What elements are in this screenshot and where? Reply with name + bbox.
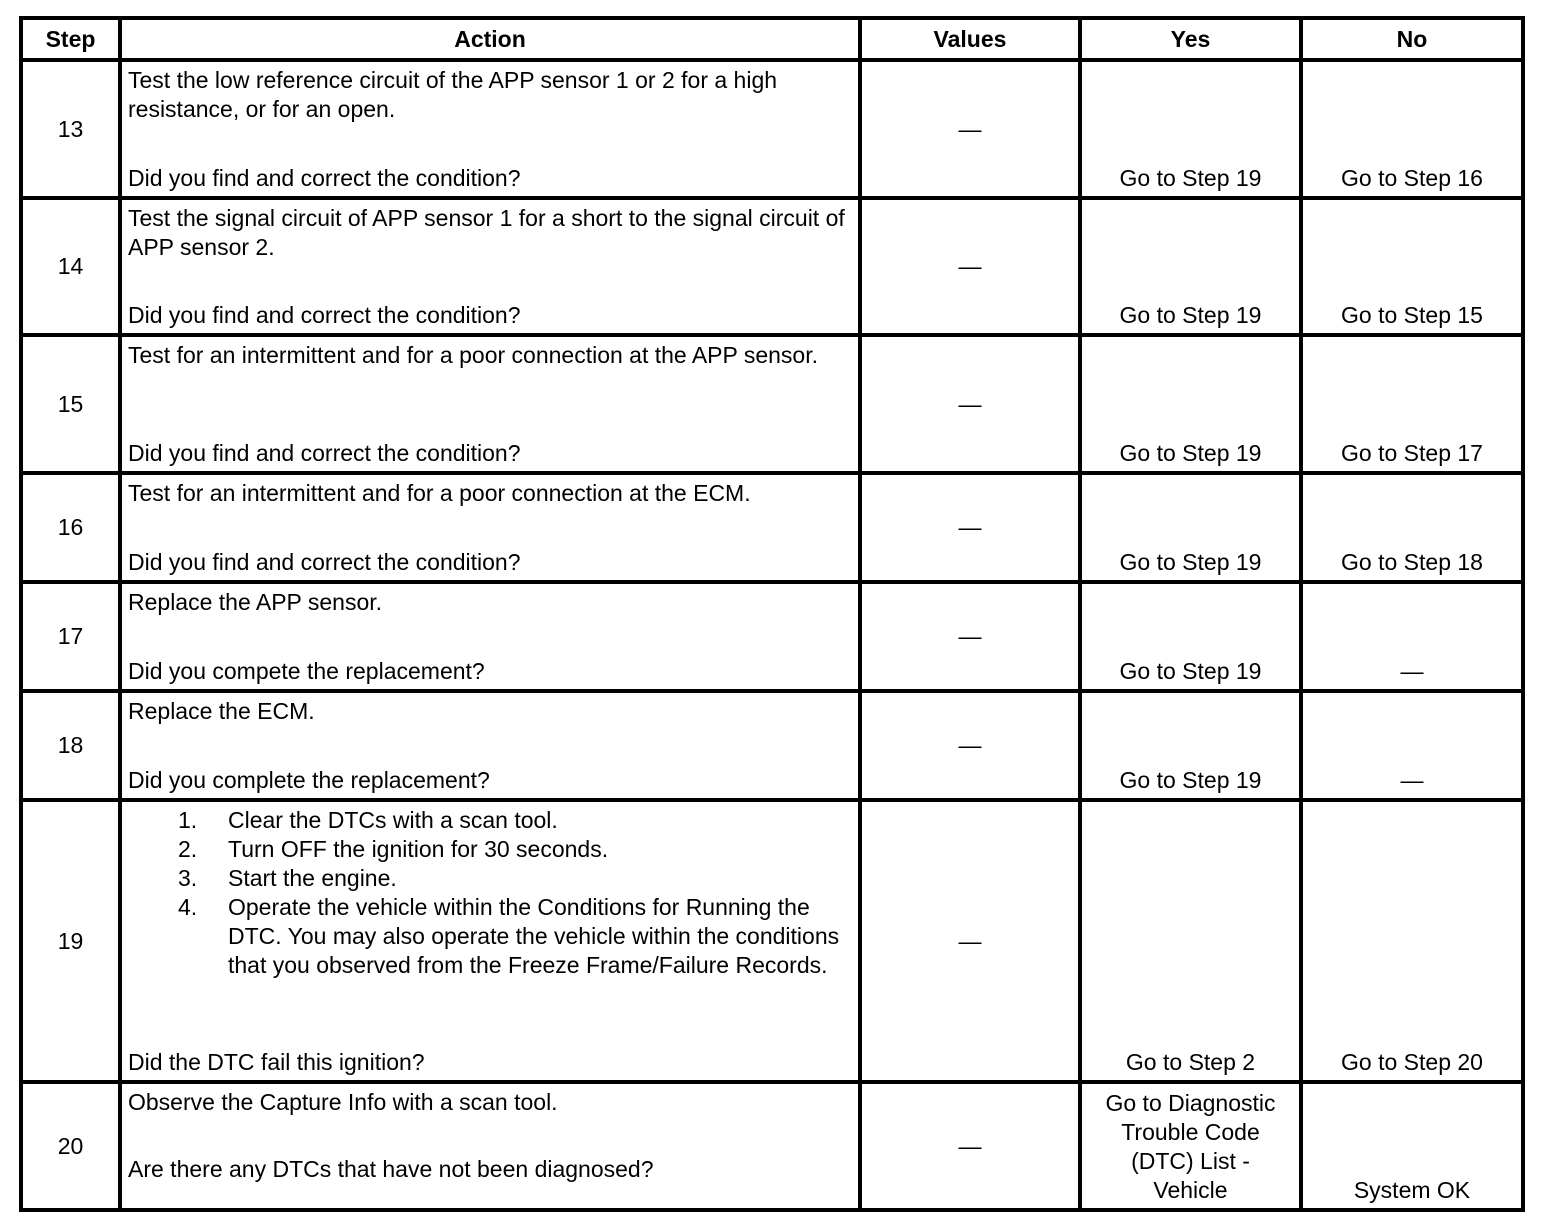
action-cell: [120, 800, 860, 1082]
yes-cell: Go to Step 19: [1080, 335, 1301, 473]
action-text: Test the signal circuit of APP sensor 1 for a short to the signal circuit of APP sensor 2.: [128, 205, 845, 260]
list-text: Start the engine.: [228, 865, 397, 891]
values-cell: —: [860, 335, 1080, 473]
diagnostic-table: [19, 16, 1525, 1212]
table-row: [21, 1082, 1523, 1210]
list-text: Turn OFF the ignition for 30 seconds.: [228, 836, 609, 862]
action-question: Did you find and correct the condition?: [128, 302, 521, 328]
no-cell: Go to Step 18: [1301, 473, 1523, 582]
action-question: Did you find and correct the condition?: [128, 165, 521, 191]
list-number: 2.: [178, 836, 198, 862]
list-number: 1.: [178, 807, 198, 833]
action-cell: [120, 335, 860, 473]
no-cell: Go to Step 15: [1301, 198, 1523, 335]
step-number: 17: [21, 582, 120, 691]
action-text: Test for an intermittent and for a poor connection at the ECM.: [128, 480, 751, 506]
action-question: Did you compete the replacement?: [128, 658, 485, 684]
table-row: [21, 198, 1523, 335]
no-cell: Go to Step 17: [1301, 335, 1523, 473]
table-row: [21, 582, 1523, 691]
table-row: [21, 691, 1523, 800]
action-question: Did you find and correct the condition?: [128, 440, 521, 466]
header-values: Values: [860, 18, 1080, 60]
no-cell: —: [1301, 582, 1523, 691]
values-cell: —: [860, 800, 1080, 1082]
action-question: Did the DTC fail this ignition?: [128, 1049, 425, 1075]
step-number: 19: [21, 800, 120, 1082]
list-number: 4.: [178, 894, 198, 920]
action-cell: [120, 473, 860, 582]
action-cell: [120, 60, 860, 198]
header-yes: Yes: [1080, 18, 1301, 60]
action-text: Replace the ECM.: [128, 698, 315, 724]
action-text: Test the low reference circuit of the APP sensor 1 or 2 for a high resistance, or for an open.: [128, 67, 778, 122]
action-cell: [120, 198, 860, 335]
list-text: Clear the DTCs with a scan tool.: [228, 807, 558, 833]
yes-cell: Go to Diagnostic Trouble Code (DTC) List - Vehicle: [1080, 1082, 1301, 1210]
action-question: Did you find and correct the condition?: [128, 549, 521, 575]
table-row: [21, 60, 1523, 198]
values-cell: —: [860, 691, 1080, 800]
header-action: Action: [120, 18, 860, 60]
values-cell: —: [860, 198, 1080, 335]
no-cell: System OK: [1301, 1082, 1523, 1210]
no-cell: Go to Step 20: [1301, 800, 1523, 1082]
yes-cell: Go to Step 19: [1080, 582, 1301, 691]
table-row: [21, 473, 1523, 582]
values-cell: —: [860, 473, 1080, 582]
list-item: [178, 893, 850, 980]
step-number: 15: [21, 335, 120, 473]
action-cell: [120, 691, 860, 800]
list-text: Operate the vehicle within the Conditions for Running the DTC. You may also operate the vehicle within the conditions that you observed from the Freeze Frame/Failure Records.: [228, 894, 840, 978]
values-cell: —: [860, 582, 1080, 691]
yes-cell: Go to Step 19: [1080, 473, 1301, 582]
action-text: Test for an intermittent and for a poor connection at the APP sensor.: [128, 342, 818, 368]
header-row: [21, 18, 1523, 60]
action-steps-list: [128, 806, 850, 980]
no-cell: Go to Step 16: [1301, 60, 1523, 198]
table-row: [21, 800, 1523, 1082]
header-no: No: [1301, 18, 1523, 60]
header-step: Step: [21, 18, 120, 60]
list-number: 3.: [178, 865, 198, 891]
yes-cell: Go to Step 19: [1080, 198, 1301, 335]
list-item: [178, 835, 850, 864]
list-item: [178, 864, 850, 893]
action-text: Observe the Capture Info with a scan tool.: [128, 1089, 558, 1115]
action-text: Replace the APP sensor.: [128, 589, 383, 615]
table-row: [21, 335, 1523, 473]
list-item: [178, 806, 850, 835]
yes-cell: Go to Step 2: [1080, 800, 1301, 1082]
step-number: 18: [21, 691, 120, 800]
step-number: 14: [21, 198, 120, 335]
yes-cell: Go to Step 19: [1080, 60, 1301, 198]
action-question: Are there any DTCs that have not been diagnosed?: [128, 1156, 654, 1182]
step-number: 16: [21, 473, 120, 582]
action-cell: [120, 582, 860, 691]
values-cell: —: [860, 1082, 1080, 1210]
step-number: 13: [21, 60, 120, 198]
values-cell: —: [860, 60, 1080, 198]
no-cell: —: [1301, 691, 1523, 800]
action-question: Did you complete the replacement?: [128, 767, 490, 793]
action-cell: [120, 1082, 860, 1210]
step-number: 20: [21, 1082, 120, 1210]
yes-cell: Go to Step 19: [1080, 691, 1301, 800]
